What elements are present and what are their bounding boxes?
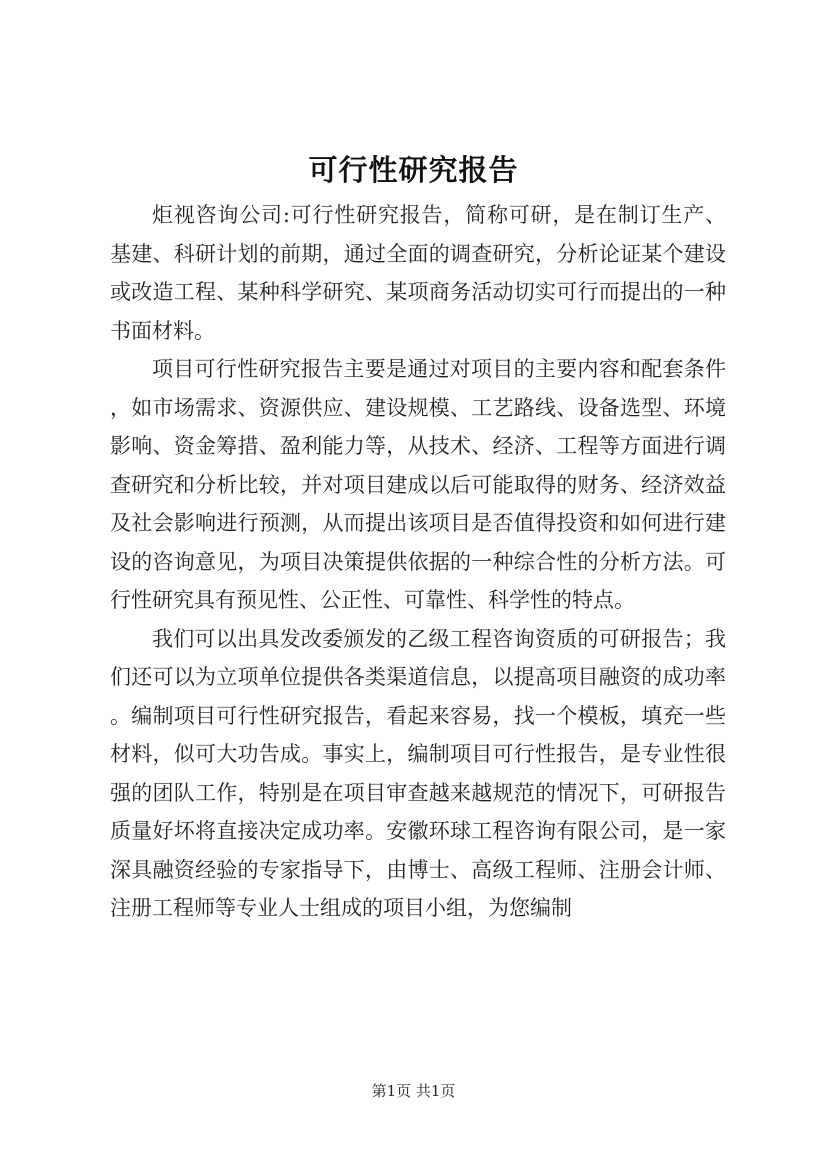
document-body xyxy=(110,196,726,928)
paragraph-3: 我们可以出具发改委颁发的乙级工程咨询资质的可研报告；我们还可以为立项单位提供各类渠道信息，以提高项目融资的成功率。编制项目可行性研究报告，看起来容易，找一个模板，填充一些材料，似可大功告成。事实上，编制项目可行性报告，是专业性很强的团队工作，特别是在项目审查越来越规范的情况下，可研报告质量好坏将直接决定成功率。安徽环球工程咨询有限公司，是一家深具融资经验的专家指导下，由博士、高级工程师、注册会计师、注册工程师等专业人士组成的项目小组，为您编制 xyxy=(110,626,726,920)
document-title: 可行性研究报告 xyxy=(308,153,519,187)
page-footer: 第1页 共1页 xyxy=(371,1082,456,1100)
paragraph-1: 炬视咨询公司:可行性研究报告，简称可研，是在制订生产、基建、科研计划的前期，通过全面的调查研究，分析论证某个建设或改造工程、某种科学研究、某项商务活动切实可行而提出的一种书面材料。 xyxy=(110,203,726,343)
paragraph-2: 项目可行性研究报告主要是通过对项目的主要内容和配套条件，如市场需求、资源供应、建设规模、工艺路线、设备选型、环境影响、资金筹措、盈利能力等，从技术、经济、工程等方面进行调查研究和分析比较，并对项目建成以后可能取得的财务、经济效益及社会影响进行预测，从而提出该项目是否值得投资和如何进行建设的咨询意见，为项目决策提供依据的一种综合性的分析方法。可行性研究具有预见性、公正性、可靠性、科学性的特点。 xyxy=(110,357,726,612)
